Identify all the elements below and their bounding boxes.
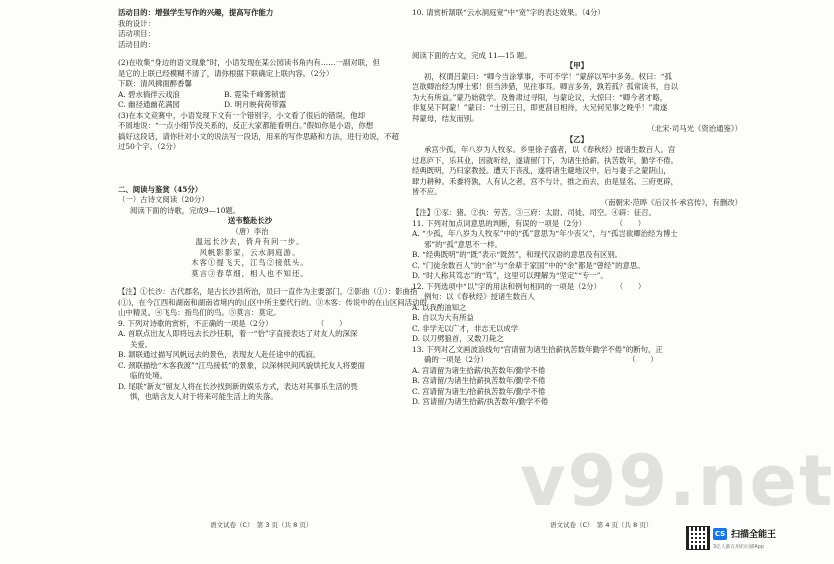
poem-note-line-3: 山中精灵。④飞鸟：指鸟们的鸟。⑤莫言：莫定。: [118, 308, 281, 317]
text-b-source: （南朝宋·范晔《后汉书·承宫传》，有删改）: [600, 197, 742, 207]
camscanner-logo-icon: CS: [714, 530, 726, 538]
couplet-second-line: 下联：清风拂面醉香馨: [118, 79, 192, 88]
text-a-line-1: 初，权谓吕蒙曰：“卿今当涂掌事，不可不学！”蒙辞以军中多务。权曰：“孤: [424, 71, 672, 81]
question-11-option-b: B. “经典既明”的“既”表示“既然”，和现代汉语的意思没有区别。: [412, 250, 623, 259]
question-11-option-d: D. “时人称其笃志”的“笃”，这里可以理解为“坚定”“专一”。: [412, 271, 608, 280]
camscanner-brand-tagline: 3亿人都在用的扫描App: [713, 545, 764, 550]
question-9-option-d: D. 尾联“新友”留友人将在长沙找到新的娱乐方式，表达对其事乐生活的畏: [118, 381, 358, 391]
question-13-option-c: C. 宫请留为诸生/拾薪执苦数年/勤学不倦: [412, 386, 546, 396]
section-2-heading: 二、阅读与鉴赏（45分）: [118, 184, 203, 194]
question-12-option-d: D. 以刀劈狼首，又数刀毙之: [412, 334, 504, 343]
question-9-option-a-cont: 关爱。: [130, 339, 153, 349]
text-b-heading: 【乙】: [565, 134, 589, 144]
poem-author: （唐）李治: [231, 226, 269, 236]
question-13-option-d: D. 宫请留/为诸生拾薪/执苦数年/勤学不倦: [412, 397, 549, 406]
activity-item-line: 活动项目：: [118, 29, 155, 38]
question-12-stem: 12. 下列选项中“以”字的用法和例句相同的一项是（2分） （ ）: [412, 281, 646, 291]
question-9-option-c-cont: 临的处境。: [130, 371, 167, 380]
question-13-option-a: A. 宫请留为诸生拾薪/执苦数年/勤学不倦: [412, 365, 546, 375]
question-9-stem: 9. 下列对诗歌的赏析，不正确的一项是（2分） （ ）: [118, 318, 347, 328]
question-8-3-line-2: 不屑地说：“一点小细节没关系的，反正大家都能看明白。”假如你是小语，你想: [118, 121, 374, 130]
question-13-stem: 13. 下列对乙文画波浪线句“宫请留为诸生拾薪执苦数年勤学不倦”的断句，正: [412, 344, 663, 354]
question-12-option-a: A. 以我酌油知之: [412, 302, 467, 312]
question-8-3-line-4: 过50个字。（2分）: [118, 142, 181, 151]
poem-line-3: 木客①提飞天，江鸟②接低头。: [191, 258, 309, 267]
text-b-line-3: 经典既明，乃归家教授。遭天下丧乱，遂将诸生避地汉中，后与妻子之蒙阴山，: [412, 166, 671, 175]
question-8-2-line-2: 是它的上联已经模糊不清了，请你根据下联确定上联内容。（2分）: [118, 68, 334, 78]
qr-code-icon: [686, 526, 710, 550]
question-11-option-a-cont: 邪”的“孤”意思不一样。: [424, 239, 502, 249]
question-12-option-b: B. 自以为大有所益: [412, 313, 474, 322]
question-9-option-d-cont: 惧，也暗含友人对于将来可能生活上的失落。: [130, 392, 278, 401]
poem-title: 送韦整赴长沙: [227, 216, 273, 225]
page-4-footer: 语文试卷（C） 第 4 页（共 8 页）: [550, 520, 653, 529]
question-9-option-a: A. 首联点出友人即将远去长沙任职，着一“恰”字直接表达了对友人的深深: [118, 329, 358, 338]
question-12-example: 例句：以《春秋经》授诸生数百人: [424, 292, 535, 301]
poem-line-2: 风帆影影家，云水洞庭游。: [199, 247, 301, 257]
section-2-1-heading: （一）古诗文阅读（20分）: [118, 195, 209, 204]
question-11-option-a: A. “少孤，年八岁为人牧豕”中的“孤”意思为“年少丧父”，与“孤岂欲卿治经为博士: [412, 229, 678, 238]
poem-note-line-2: (①)，在今江西和湖南和湖南省境内的山区中所主要代行的。③木客：传说中的在山区间活动的: [118, 297, 427, 307]
poem-line-4: 莫言③春草细，相人也不知还。: [191, 268, 309, 278]
poem-instruction: 阅读下面的诗歌，完成9—10题。: [130, 205, 241, 215]
camscanner-brand-name: 扫描全能王: [731, 530, 777, 540]
question-13-option-b: B. 宫请留/为诸生拾薪执苦数年/勤学不倦: [412, 376, 546, 385]
page-3-footer: 语文试卷（C） 第 3 页（共 8 页）: [210, 520, 313, 529]
question-13-stem-cont: 确的一项是（2分） （ ）: [424, 355, 658, 364]
classical-reading-instruction: 阅读下面的古文，完成 11—15 题。: [412, 50, 532, 60]
text-a-line-2: 岂欲卿治经为博士邪！但当涉猎，见往事耳。卿言多务，孰若孤？孤常读书，自以: [412, 82, 679, 91]
text-a-heading: 【甲】: [565, 61, 589, 70]
question-10-stem: 10. 请赏析颔联“云水洞庭宽”中“宽”字的表达效果。（4分）: [412, 8, 605, 17]
my-design-line: 我的设计：: [118, 18, 155, 28]
poem-line-1: 温远长沙去，倚舟有问一步。: [195, 237, 305, 246]
text-a-source: （北宋·司马光《资治通鉴》）: [647, 124, 742, 133]
question-11-stem: 11. 下列对加点词意思的判断，有误的一项是（2分） （ ）: [412, 218, 646, 228]
question-8-2-line-1: (2)在收集“身边的语文现象”时，小语发现在某公园读书角内有……一副对联，但: [118, 58, 380, 67]
question-8-3-line-3: 搞好这段话，请你针对小文的说法写一段话，用来的写作思路和方法，进行劝说，不超: [118, 131, 399, 141]
text-b-line-1: 承宫少孤，年八岁为人牧豕。乡里徐子盛者，以《春秋经》授诸生数百人。宫: [424, 145, 676, 154]
text-a-line-4: 非复吴下阿蒙！”蒙曰：“士别三日，即更刮目相待，大兄何见事之晚乎！”肃遂: [412, 103, 668, 112]
text-b-line-5: 皆不应。: [412, 187, 442, 196]
activity-purpose-blank-line: 活动目的：: [118, 39, 155, 49]
site-watermark: v99.net: [520, 440, 834, 522]
text-b-notes: 【注】①豕：猪。②执：劳苦。③三府：太尉、司徒、司空。④辟：征召。: [412, 208, 656, 217]
text-b-line-4: 肆力耕种。禾黍将孰，人有认之者，宫不与计，推之而去，由是显名。三府更辟，: [412, 176, 679, 186]
poem-note-line-1: 【注】①长沙：古代郡名，是古长沙县所治，员曰一直作为主要部门。②影曲（①）：影曲指: [118, 287, 418, 296]
question-11-option-c: C. “门徒余数百人”的“余”与“余辈于家国”中的“余”都是“曾经”的意思。: [412, 260, 645, 270]
text-b-line-2: 过息庐下，乐其业，因就听经，遂请留门下，为诸生拾薪。执苦数年，勤学不倦。: [412, 155, 679, 165]
question-9-option-b: B. 颔联通过描写风帆远去的景色，表现友人赴任途中的孤寂。: [118, 350, 321, 359]
option-a-b: A. 碧水徜徉云戏浪 B. 霓染千峰雾锁雷: [118, 89, 286, 99]
option-c-d: C. 幽径通幽花满园 D. 明月映荷荷带露: [118, 100, 287, 109]
question-12-option-c: C. 非学无以广才，非志无以成学: [412, 323, 519, 333]
activity-purpose-line: 活动目的：增强学生写作的兴趣，提高写作能力: [118, 8, 274, 17]
question-9-option-c: C. 颈联描绘“木客我渡”“江鸟接低”的景象，以深林民间风貌烘托友人将要面: [118, 360, 365, 370]
question-8-3-line-1: (3)在本文竞赛中，小语发现下文有一个错别字，小文看了很后的错误，他却: [118, 110, 365, 120]
text-a-line-3: 为大有所益。”蒙乃始就学。及鲁肃过寻阳，与蒙论议，大惊曰：“卿今者才略，: [412, 92, 668, 102]
text-a-line-5: 拜蒙母，结友而别。: [412, 113, 479, 123]
